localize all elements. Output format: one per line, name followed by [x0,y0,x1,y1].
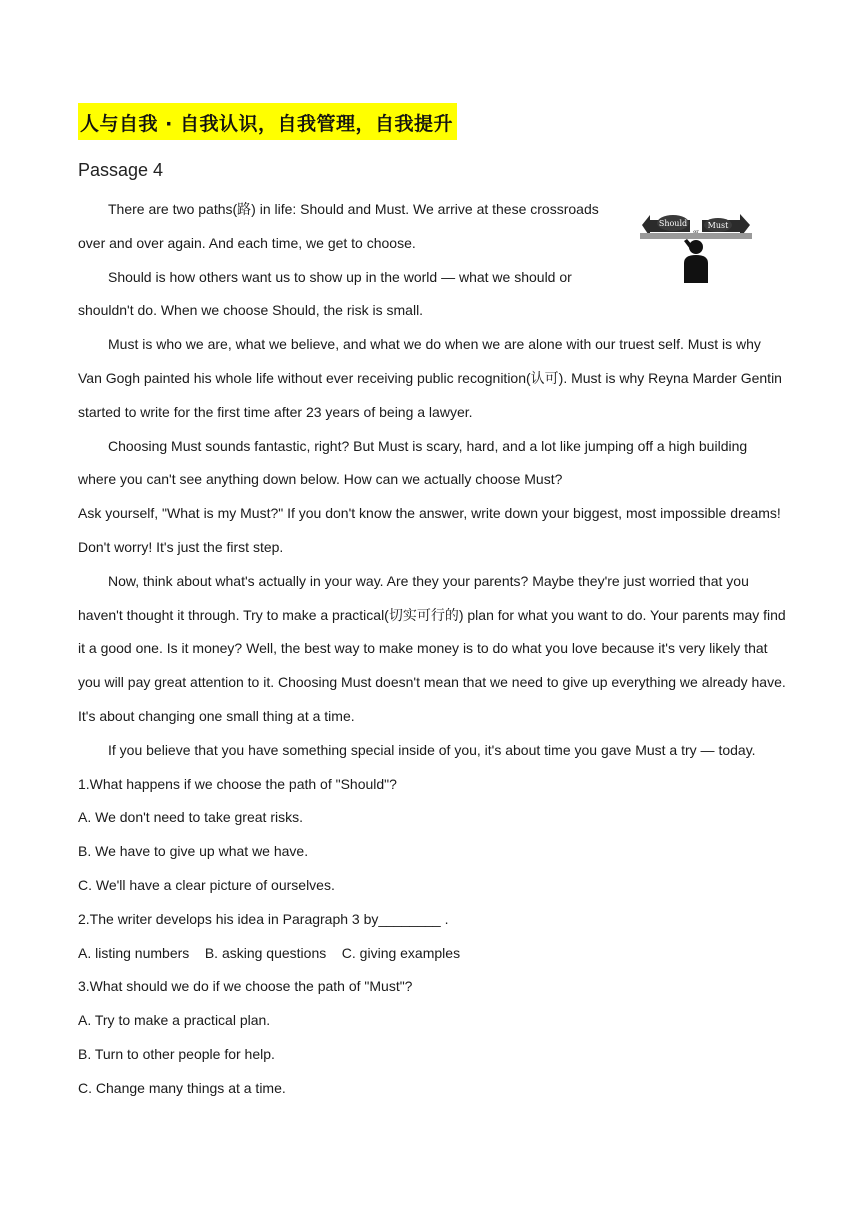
paragraph-3: Must is who we are, what we believe, and what we do when we are alone with our truest self. Must is why Van Gogh painted his whole life without ever receiving public recognition(认可). Must is why Reyna Marder Gentin started to write for the first time after 23 years of being a lawyer. [78,336,782,420]
paragraph-2: Should is how others want us to show up in the world — what we should or shouldn't do. When we choose Should, the risk is small. [78,268,572,319]
person-body [684,255,708,283]
paragraph-1: There are two paths(路) in life: Should and Must. We arrive at these crossroads over and over again. And each time, we get to choose. [78,201,599,251]
option-a: A. Try to make a practical plan. [78,1012,271,1029]
option-c: C. We'll have a clear picture of ourselves. [78,876,335,893]
option-a: A. We don't need to take great risks. [78,809,303,826]
theme-header: 人与自我 · 自我认识，自我管理，自我提升 [78,103,457,140]
option-b: B. We have to give up what we have. [78,843,309,860]
paragraph-7: If you believe that you have something special inside of you, it's about time you gave Must a try — today. [108,741,756,758]
should-label: Should [658,219,688,228]
must-label: Must [707,221,729,230]
paragraph-5: Ask yourself, "What is my Must?" If you don't know the answer, write down your biggest, most impossible dreams! Don't worry! It's just the first step. [78,505,781,555]
crossroads-signpost-icon [640,211,752,285]
option-b: B. Turn to other people for help. [78,1045,275,1062]
paragraph-6: Now, think about what's actually in your way. Are they your parents? Maybe they're just worried that you haven't thought it through. Try to make a practical(切实可行的) plan for what you want to do. Your parents may find it a good one. Is it money? Well, the best way to make money is to do what you love because it's very likely that you will pay great attention to it. Choosing Must doesn't mean that we need to give up everything we already have. It's about changing one small thing at a time. [78,572,786,724]
question-stem: 1.What happens if we choose the path of "Should"? [78,775,397,792]
question-3 [78,970,786,1105]
or-label: or [693,229,699,235]
paragraph-4: Choosing Must sounds fantastic, right? But Must is scary, hard, and a lot like jumping off a high building where you can't see anything down below. How can we actually choose Must? [78,437,748,488]
options-inline: A. listing numbers B. asking questions C. giving examples [78,944,461,961]
question-2 [78,903,786,971]
question-stem: 3.What should we do if we choose the path of "Must"? [78,978,413,995]
question-stem: 2.The writer develops his idea in Paragraph 3 by________ . [78,910,449,927]
passage-title: Passage 4 [78,160,164,180]
question-1 [78,768,786,903]
option-c: C. Change many things at a time. [78,1079,286,1096]
